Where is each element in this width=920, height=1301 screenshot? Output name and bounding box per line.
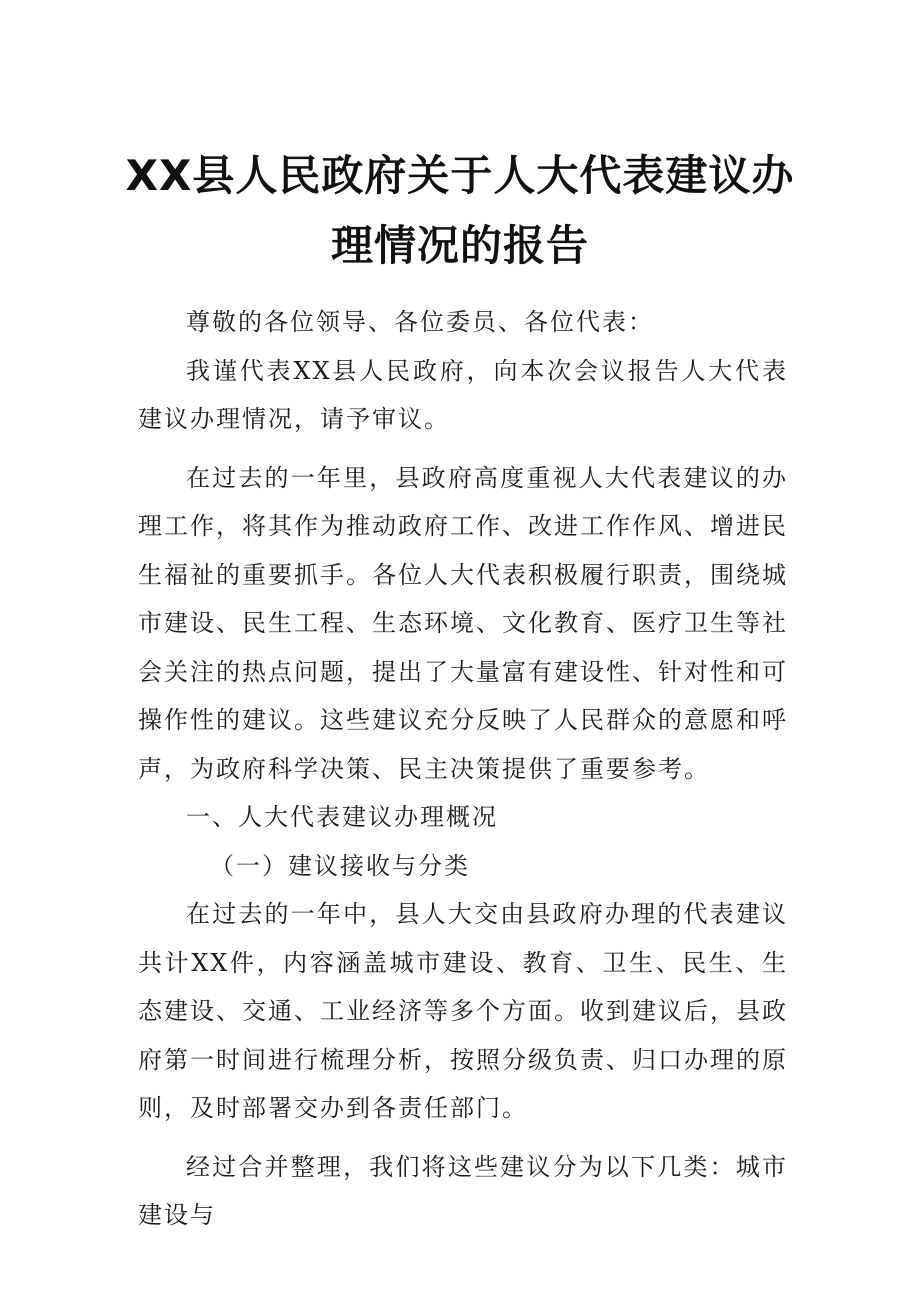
salutation: 尊敬的各位领导、各位委员、各位代表： [186,308,654,336]
document-title-line-1: XX县人民政府关于人大代表建议办 [125,151,795,200]
document-title-line-2: 理情况的报告 [330,221,589,270]
paragraph-receipt: 在过去的一年中，县人大交由县政府办理的代表建议共计XX件，内容涵盖城市建设、教育、卫生、民生、生态建设、交通、工业经济等多个方面。收到建议后，县政府第一时间进行梳理分析，按照分级负责、归口办理的原则，及时部署交办到各责任部门。 [138,900,788,1122]
section-heading-1: 一、人大代表建议办理概况 [186,803,498,831]
document-body [138,298,788,1240]
paragraph-opening: 我谨代表XX县人民政府，向本次会议报告人大代表建议办理情况，请予审议。 [138,356,788,433]
paragraph-overview: 在过去的一年里，县政府高度重视人大代表建议的办理工作，将其作为推动政府工作、改进工作作风、增进民生福祉的重要抓手。各位人大代表积极履行职责，围绕城市建设、民生工程、生态环境、文化教育、医疗卫生等社会关注的热点问题，提出了大量富有建设性、针对性和可操作性的建议。这些建议充分反映了人民群众的意愿和呼声，为政府科学决策、民主决策提供了重要参考。 [138,463,788,783]
section-heading-1-1: （一）建议接收与分类 [210,851,470,880]
paragraph-classification: 经过合并整理，我们将这些建议分为以下几类：城市建设与 [138,1152,788,1229]
